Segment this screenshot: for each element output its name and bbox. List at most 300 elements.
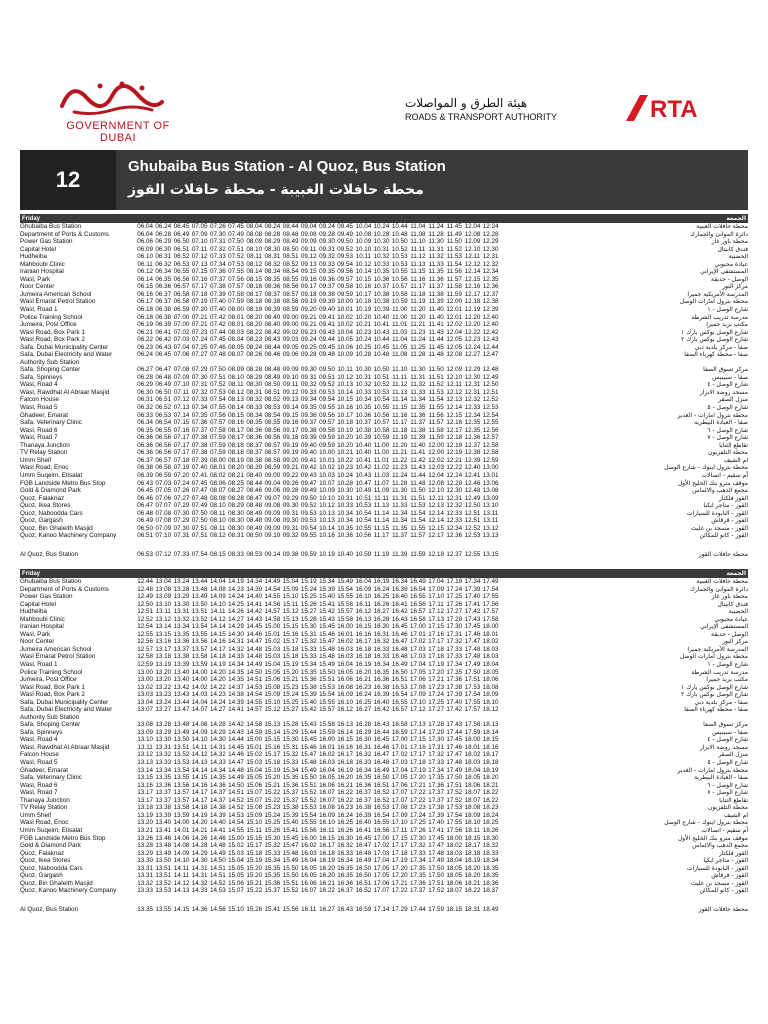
departure-time: 09.21 [282,464,299,472]
departure-times [136,872,620,880]
departure-times [136,283,620,291]
departure-time: 14.32 [228,645,244,653]
departure-times [136,608,620,616]
departure-times [136,389,620,397]
departure-time: 16.24 [337,811,354,819]
departure-time: 16.56 [373,826,390,834]
departure-time: 17.39 [428,811,444,819]
stop-name-english: Ghadeer, Emarat [20,411,68,419]
departure-time: 16.35 [373,668,390,676]
departure-time: 16.51 [373,781,390,789]
departure-time: 15.22 [264,796,281,804]
departure-time: 15.34 [319,578,335,585]
departure-time: 16.48 [391,653,408,661]
departure-time: 07.31 [191,381,208,389]
departure-time: 17.11 [392,826,408,834]
stop-name-english: Wasl Emarat Petrol Station [20,298,96,306]
departure-time: 18.49 [482,906,499,914]
departure-time: 17.35 [410,872,426,880]
stop-name-arabic: ام الشيف [723,811,748,819]
stop-name-english: Al Quoz, Bus Station [20,906,79,914]
departure-time: 15.35 [264,864,281,872]
departure-time: 12.31 [464,381,481,389]
departure-time: 14.55 [228,826,244,834]
departure-time: 07.00 [173,313,190,321]
departure-time: 10.25 [355,343,372,351]
departure-time: 16.13 [355,615,372,623]
departure-time: 15.41 [319,600,335,608]
departure-time: 17.32 [428,751,444,759]
departure-time: 06.51 [173,245,190,253]
timetable-row [20,366,748,374]
departure-time: 11.09 [373,487,390,495]
departure-time: 13.09 [137,728,153,736]
departure-time: 10.40 [355,449,372,457]
departure-time: 11.56 [428,411,444,419]
departure-time: 14.45 [246,623,263,631]
departure-time: 14.52 [228,804,244,812]
departure-time: 13.42 [173,683,190,691]
departure-time: 07.05 [155,487,172,495]
departure-time: 18.14 [482,728,499,736]
departure-time: 13.17 [155,645,172,653]
departure-time: 16.43 [337,906,354,914]
departure-time: 18.36 [482,879,499,887]
departure-times [136,586,620,594]
departure-time: 16.11 [355,600,371,608]
departure-time: 11.30 [392,487,408,495]
departure-time: 14.19 [228,578,244,585]
timetable-row [20,336,748,344]
departure-time: 07.10 [155,532,172,540]
departure-time: 15.48 [319,645,335,653]
departure-time: 15.47 [282,842,299,850]
departure-time: 07.09 [155,524,172,532]
departure-time: 10.10 [355,245,372,253]
departure-time: 09.35 [300,404,317,412]
departure-time: 14.18 [191,804,208,812]
departure-time: 13.02 [137,683,153,691]
departure-time: 14.29 [191,849,208,857]
stop-name-english: Quoz, Kanoo Machinery Company [20,532,117,540]
departure-time: 15.04 [246,766,263,774]
departure-time: 16.49 [391,661,408,669]
departure-times [136,751,620,759]
departure-time: 18.09 [482,691,499,699]
departure-time: 16.48 [373,759,390,767]
departure-time: 12.39 [482,306,499,314]
departure-time: 10.58 [373,426,390,434]
departure-time: 17.52 [428,887,444,895]
stop-name-english: Umm Sheif [20,456,52,464]
departure-time: 08.33 [228,551,244,559]
departure-time: 16.33 [355,759,372,767]
departure-time: 06.36 [155,283,172,291]
stop-name-english: FGB Landside Metro Bus Stop [20,479,106,487]
departure-time: 14.27 [209,706,226,714]
departure-time: 13.11 [483,517,499,525]
departure-time: 10.38 [373,290,390,298]
departure-time: 08.16 [246,283,263,291]
departure-time: 07.08 [155,517,172,525]
departure-time: 10.04 [337,328,354,336]
stop-name-arabic: القوز - قرقاش [711,872,748,880]
departure-time: 08.58 [282,298,299,306]
timetable-row [20,495,748,503]
departure-times [136,231,620,239]
departure-time: 15.01 [264,630,281,638]
departure-time: 13.18 [155,653,172,661]
stop-name-english: Quoz, Kanoo Machinery Company [20,887,117,895]
departure-time: 16.18 [319,849,335,857]
departure-time: 08.48 [246,517,263,525]
departure-time: 17.05 [373,864,390,872]
departure-time: 11.38 [410,426,426,434]
departure-times [136,906,620,914]
departure-time: 15.58 [319,721,335,729]
departure-time: 17.17 [428,638,444,646]
departure-time: 08.15 [209,551,226,559]
departure-time: 08.35 [264,275,281,283]
timetable-row [20,827,748,835]
departure-time: 15.32 [264,842,281,850]
departure-time: 12.47 [482,351,499,359]
departure-time: 16.43 [391,615,408,623]
timetable-row [20,502,748,510]
departure-time: 10.11 [337,366,353,374]
departure-time: 08.01 [209,464,226,472]
stop-name-arabic: محطة حافلات القوز [698,906,748,914]
departure-time: 16.34 [373,661,390,669]
departure-time: 07.06 [173,351,190,359]
departure-time: 15.52 [300,796,317,804]
timetable-row [20,344,748,352]
departure-time: 09.33 [300,388,317,396]
departure-time: 12.40 [464,464,481,472]
departure-time: 16.07 [300,887,317,895]
departure-time: 07.40 [191,464,208,472]
departure-time: 17.34 [428,766,444,774]
rta-arabic-name: هيئة الطرق و المواصلات [405,96,528,110]
departure-time: 11.13 [373,502,390,510]
departure-time: 08.39 [264,306,281,314]
departure-time: 18.04 [464,766,481,774]
timetable-row [20,321,748,329]
departure-time: 11.23 [392,464,408,472]
departure-time: 13.10 [155,600,172,608]
timetable-row [20,442,748,450]
departure-time: 15.19 [300,578,317,585]
departure-time: 09.54 [337,260,354,268]
departure-time: 15.42 [300,706,317,714]
departure-time: 10.15 [337,396,354,404]
departure-time: 15.13 [282,615,299,623]
departure-time: 08.06 [209,479,226,487]
departure-time: 07.10 [191,238,208,246]
departure-time: 15.03 [264,645,281,653]
departure-time: 08.08 [209,494,226,502]
departure-time: 15.41 [282,826,299,834]
departure-time: 13.30 [173,600,190,608]
departure-time: 18.05 [482,668,499,676]
departure-time: 14.53 [228,811,244,819]
departure-time: 17.16 [428,630,444,638]
departure-time: 08.33 [246,404,263,412]
stop-name-arabic: أم سقيم - اتصالات [701,471,748,479]
departure-time: 08.17 [228,426,244,434]
departure-time: 11.17 [410,283,426,291]
departure-time: 18.25 [482,819,499,827]
departure-time: 12.36 [464,434,481,442]
departure-time: 07.20 [191,306,208,314]
departure-time: 08.10 [246,245,263,253]
departure-time: 06.48 [137,509,153,517]
departure-time: 09.17 [300,283,317,291]
departure-time: 10.43 [373,328,390,336]
departure-time: 09.45 [337,223,354,230]
departure-time: 10.41 [373,321,390,329]
departure-time: 13.21 [137,826,153,834]
departure-time: 12.22 [464,328,481,336]
departure-time: 11.30 [428,238,444,246]
timetable-row [20,804,748,812]
departure-time: 09.00 [282,321,299,329]
stop-name-arabic: شارع الوصل - ٦ [707,426,748,434]
departure-time: 11.28 [410,351,426,359]
stop-name-arabic: القوز - مسجد بن غليث [691,524,748,532]
departure-time: 12.43 [482,336,499,344]
departure-time: 06.59 [173,306,190,314]
departure-time: 07.42 [209,313,226,321]
departure-time: 17.55 [464,698,481,706]
stop-name-arabic: القوز - مسجد بن غليث [691,879,748,887]
departure-time: 11.25 [410,343,426,351]
timetable-section-afternoon [20,569,748,914]
timetable-row [20,223,748,231]
departure-time: 17.54 [446,811,463,819]
departure-time: 10.55 [355,524,372,532]
departure-time: 10.38 [373,298,390,306]
departure-time: 10.30 [337,487,354,495]
departure-time: 13.11 [155,608,171,616]
departure-time: 09.36 [319,275,335,283]
departure-time: 17.04 [373,857,390,865]
departure-time: 12.03 [428,464,444,472]
departure-time: 15.33 [300,653,317,661]
departure-time: 13.43 [173,691,190,699]
departure-time: 14.45 [228,743,244,751]
departure-time: 12.46 [464,479,481,487]
departure-time: 14.51 [246,676,263,684]
departure-time: 17.00 [373,834,390,842]
departure-time: 11.34 [392,509,408,517]
stop-name-english: Iranian Hospital [20,623,64,631]
departure-time: 14.27 [228,615,244,623]
departure-time: 18.05 [464,774,481,782]
stop-name-english: Wasl Road, Box Park 1 [20,328,85,336]
departure-time: 11.34 [392,517,408,525]
departure-time: 09.57 [319,419,335,427]
departure-time: 06.36 [137,434,153,442]
departure-time: 14.04 [209,578,226,585]
departure-time: 06.34 [137,419,153,427]
departure-time: 07.17 [173,441,190,449]
departure-time: 16.12 [355,608,372,616]
departure-time: 07.23 [191,328,208,336]
departure-time: 07.09 [191,230,208,238]
departure-time: 08.46 [264,351,281,359]
departure-time: 12.53 [464,532,481,540]
departure-time: 17.06 [410,676,426,684]
route-title-english: Ghubaiba Bus Station - Al Quoz, Bus Station [128,158,446,175]
departure-time: 10.00 [319,449,335,457]
departure-time: 09.49 [337,230,354,238]
departure-time: 10.28 [337,479,354,487]
timetable-row [20,298,748,306]
timetable-row [20,887,748,902]
departure-time: 11.37 [392,532,408,540]
departure-time: 07.08 [155,509,172,517]
departure-time: 06.46 [137,494,153,502]
departure-time: 16.42 [373,706,390,714]
stop-name-english: Police Training School [20,668,83,676]
departure-time: 14.38 [209,804,226,812]
departure-time: 17.54 [464,691,481,699]
departure-time: 15.05 [228,872,244,880]
departure-time: 06.34 [155,268,172,276]
departure-time: 07.31 [173,532,190,540]
timetable-row [20,276,748,284]
departure-time: 13.27 [155,706,172,714]
departure-time: 10.56 [355,532,372,540]
departure-time: 15.37 [282,789,299,797]
departure-time: 18.35 [482,872,499,880]
stop-name-arabic: منزل الصقر [718,751,748,759]
timetable-row [20,551,748,559]
departure-time: 14.24 [228,593,244,601]
departure-time: 18.05 [446,864,463,872]
departure-time: 15.24 [282,691,299,699]
departure-time: 06.30 [155,245,172,253]
departure-time: 16.35 [337,864,354,872]
departure-time: 09.35 [319,268,335,276]
stop-name-arabic: شارع الوصل - ١ [707,661,748,669]
departure-time: 14.47 [246,638,263,646]
stop-name-arabic: صفا - سبينيس [712,373,748,381]
departure-time: 09.40 [319,306,335,314]
departure-time: 12.15 [446,411,463,419]
departure-time: 08.29 [228,502,244,510]
timetable-row [20,729,748,737]
stop-name-english: Gold & Diamond Park [20,842,81,850]
departure-time: 11.56 [446,268,462,276]
departure-time: 11.13 [410,260,426,268]
departure-time: 11.01 [373,456,390,464]
departure-times [136,669,620,677]
departure-time: 10.14 [355,268,372,276]
stop-name-arabic: مركز النور [722,638,748,646]
departure-time: 06.37 [155,298,172,306]
departure-time: 08.29 [264,238,281,246]
departure-time: 08.59 [264,464,281,472]
departure-time: 06.47 [155,366,172,374]
stop-name-english: Wasl Road, Box Park 2 [20,336,85,344]
departure-time: 10.39 [355,434,372,442]
departure-times [136,789,620,797]
departure-time: 17.56 [482,600,499,608]
departure-time: 10.58 [391,290,408,298]
stop-name-english: Noor Center [20,638,55,646]
departure-time: 10.31 [373,245,390,253]
stop-name-english: Umm Suqeim, Etisalat [20,826,83,834]
departure-times [136,480,620,488]
departure-times [136,623,620,631]
departure-time: 16.30 [337,834,354,842]
departure-time: 07.21 [191,321,208,329]
departure-time: 08.48 [264,366,281,374]
stop-name-english: Safa, Shoping Center [20,366,81,374]
day-header [20,569,748,578]
departure-time: 15.14 [264,728,281,736]
departure-time: 08.54 [282,268,299,276]
departure-time: 07.02 [173,328,190,336]
departure-time: 11.01 [392,321,408,329]
stop-name-arabic: تقاطع الثنايا [719,441,748,449]
timetable-row [20,427,748,435]
stop-name-english: TV Relay Station [20,804,68,812]
departure-times [136,253,620,261]
departure-time: 07.09 [173,373,190,381]
departure-time: 17.54 [482,585,499,593]
departure-time: 15.15 [282,623,299,631]
departure-time: 15.17 [246,842,263,850]
departure-time: 11.17 [392,419,408,427]
departure-time: 13.16 [137,781,153,789]
departure-time: 16.31 [373,630,390,638]
departure-time: 11.54 [428,396,444,404]
departure-time: 16.25 [337,819,354,827]
departure-time: 11.53 [428,388,444,396]
departure-times [136,366,620,374]
departure-times [136,261,620,269]
departure-time: 08.18 [228,441,244,449]
departure-time: 14.55 [246,698,263,706]
timetable-row [20,412,748,420]
departure-time: 08.48 [246,502,263,510]
departure-time: 14.51 [209,872,226,880]
departure-time: 14.14 [191,766,208,774]
departure-time: 12.52 [482,396,499,404]
departure-time: 16.10 [337,698,354,706]
departure-time: 08.02 [209,471,226,479]
departure-time: 12.55 [482,419,499,427]
timetable-row [20,880,748,888]
departure-time: 14.40 [209,819,226,827]
departure-time: 08.12 [246,260,263,268]
departure-time: 11.54 [410,509,426,517]
departure-time: 17.00 [410,623,426,631]
departure-time: 15.36 [300,676,317,684]
departure-time: 17.18 [391,849,408,857]
departure-time: 12.44 [137,578,153,585]
departure-time: 12.50 [482,381,499,389]
departure-time: 07.33 [191,396,208,404]
departure-time: 09.07 [264,494,281,502]
departure-time: 13.51 [191,608,208,616]
departure-time: 09.24 [319,223,335,230]
departure-time: 07.51 [228,245,244,253]
departure-time: 16.24 [373,585,390,593]
